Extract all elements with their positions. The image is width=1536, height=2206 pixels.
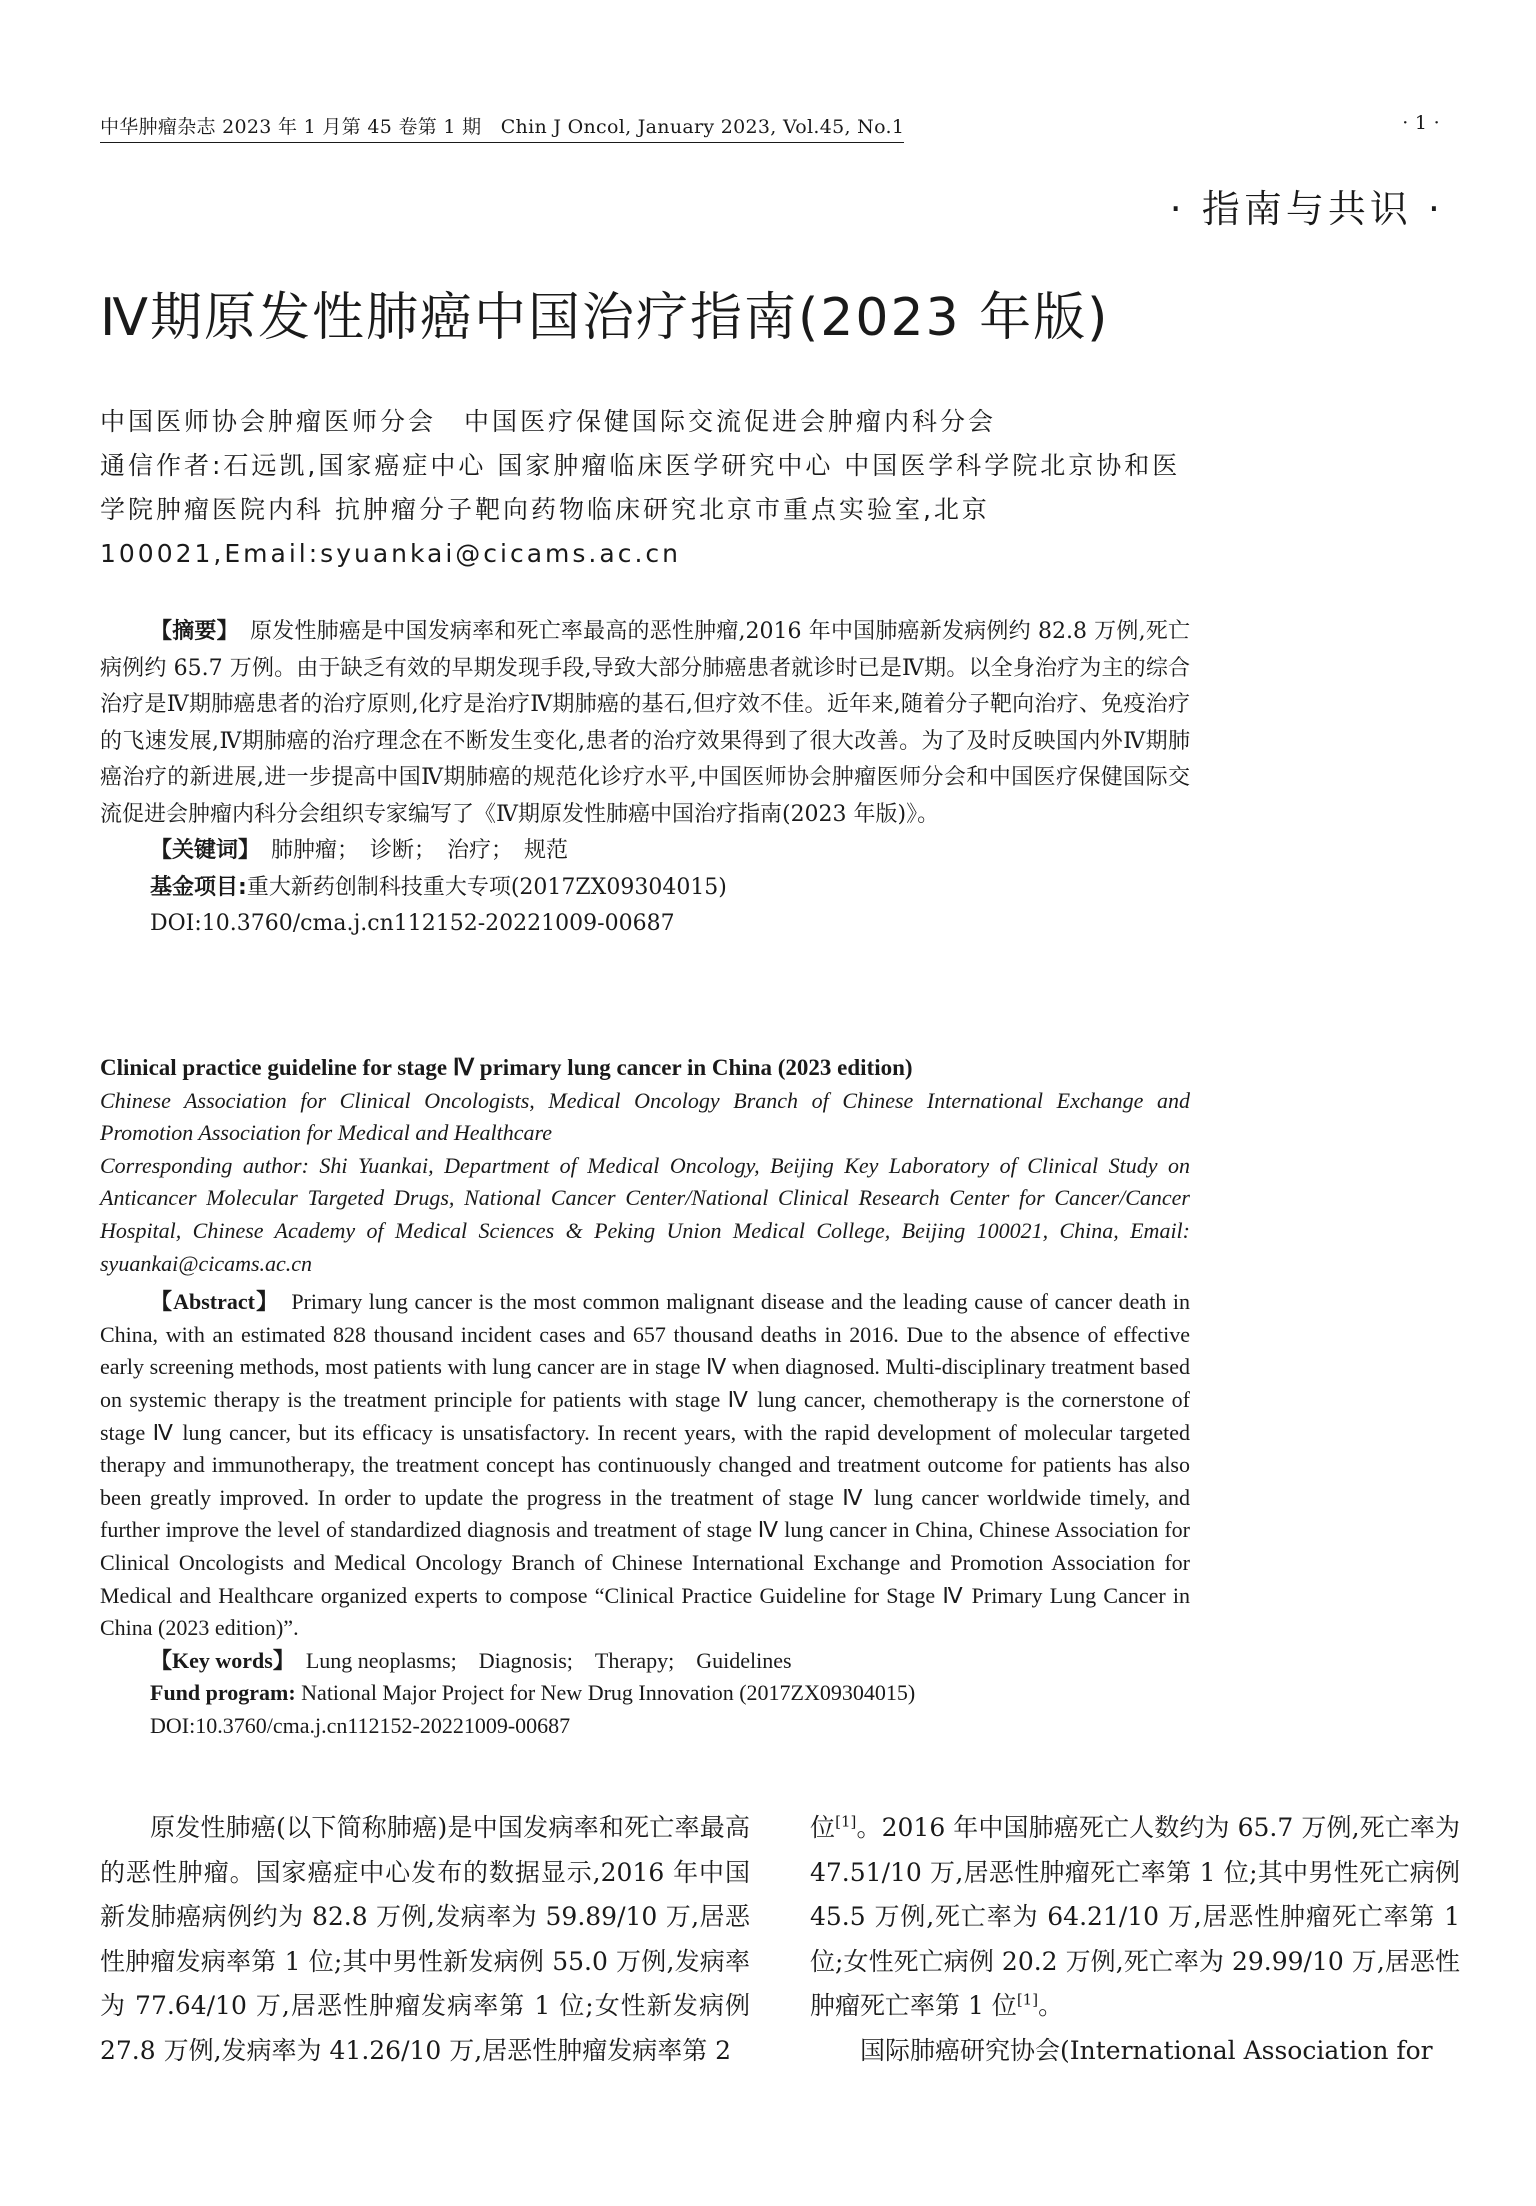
en-abstract-label: 【Abstract】 xyxy=(150,1289,269,1315)
cn-keywords-text: 肺肿瘤； 诊断； 治疗； 规范 xyxy=(271,838,569,863)
author-orgs: 中国医师协会肿瘤医师分会 中国医疗保健国际交流促进会肿瘤内科分会 xyxy=(100,407,997,436)
en-orgs: Chinese Association for Clinical Oncologists, Medical Oncology Branch of Chinese International Exchange and Promotion Association for Medical and Healthcare xyxy=(100,1087,1190,1146)
body-text: 位 xyxy=(810,1813,836,1842)
cn-fund-label: 基金项目: xyxy=(150,874,247,900)
en-keywords xyxy=(100,1645,1190,1678)
en-abstract xyxy=(100,1052,1190,1742)
en-fund xyxy=(100,1677,1190,1710)
cn-abstract-text: 原发性肺癌是中国发病率和死亡率最高的恶性肿瘤,2016 年中国肺癌新发病例约 82.8 万例,死亡病例约 65.7 万例。由于缺乏有效的早期发现手段,导致大部分肺癌患者就诊时已是Ⅳ期。以全身治疗为主的综合治疗是Ⅳ期肺癌患者的治疗原则,化疗是治疗Ⅳ期肺癌的基石,但疗效不佳。近年来,随着分子靶向治疗、免疫治疗的飞速发展,Ⅳ期肺癌的治疗理念在不断发生变化,患者的治疗效果得到了很大改善。为了及时反映国内外Ⅳ期肺癌治疗的新进展,进一步提高中国Ⅳ期肺癌的规范化诊疗水平,中国医师协会肿瘤医师分会和中国医疗保健国际交流促进会肿瘤内科分会组织专家编写了《Ⅳ期原发性肺癌中国治疗指南(2023 年版)》。 xyxy=(100,619,1190,827)
body-paragraph xyxy=(810,1806,1460,2029)
cn-doi: DOI:10.3760/cma.j.cn112152-20221009-00687 xyxy=(150,911,675,936)
reference-link[interactable]: [1] xyxy=(835,1812,857,1831)
running-head xyxy=(100,112,1440,143)
cn-abstract-label: 【摘要】 xyxy=(150,619,228,644)
body-column-left xyxy=(100,1806,750,2073)
en-fund-text: National Major Project for New Drug Innovation (2017ZX09304015) xyxy=(301,1680,916,1706)
body-text: 。2016 年中国肺癌死亡人数约为 65.7 万例,死亡率为 47.51/10 万,居恶性肿瘤死亡率第 1 位;其中男性死亡病例 45.5 万例,死亡率为 64.21/10 万,居恶性肿瘤死亡率第 1 位;女性死亡病例 20.2 万例,死亡率为 29.99/10 万,居恶性肿瘤死亡率第 1 位 xyxy=(810,1813,1460,2020)
en-title: Clinical practice guideline for stage Ⅳ primary lung cancer in China (2023 edition) xyxy=(100,1055,913,1080)
author-block xyxy=(100,400,1190,576)
body-text: 。 xyxy=(1038,1991,1064,2020)
page-title: Ⅳ期原发性肺癌中国治疗指南(2023 年版) xyxy=(100,288,1110,348)
en-abstract-paragraph xyxy=(100,1286,1190,1645)
cn-keywords xyxy=(100,833,1190,870)
cn-keywords-label: 【关键词】 xyxy=(150,838,250,863)
body-paragraph: 国际肺癌研究协会(International Association for xyxy=(860,2035,1433,2065)
page-number: · 1 · xyxy=(1402,112,1440,134)
cn-abstract xyxy=(100,614,1190,943)
en-keywords-label: 【Key words】 xyxy=(150,1647,284,1673)
en-keywords-text: Lung neoplasms; Diagnosis; Therapy; Guidelines xyxy=(305,1647,792,1673)
en-abstract-text: Primary lung cancer is the most common malignant disease and the leading cause of cancer death in China, with an estimated 828 thousand incident cases and 657 thousand deaths in 2016. Due to the absence of effective early screening methods, most patients with lung cancer are in stage Ⅳ when diagnosed. Multi-disciplinary treatment based on systemic therapy is the treatment principle for patients with stage Ⅳ lung cancer, chemotherapy is the cornerstone of stage Ⅳ lung cancer, but its efficacy is unsatisfactory. In recent years, with the rapid development of molecular targeted therapy and immunotherapy, the treatment concept has continuously changed and treatment outcome for patients has also been greatly improved. In order to update the progress in the treatment of stage Ⅳ lung cancer worldwide timely, and further improve the level of standardized diagnosis and treatment of stage Ⅳ lung cancer in China, Chinese Association for Clinical Oncologists and Medical Oncology Branch of Chinese International Exchange and Promotion Association for Medical and Healthcare organized experts to compose “Clinical Practice Guideline for Stage Ⅳ Primary Lung Cancer in China (2023 edition)”. xyxy=(100,1289,1190,1641)
body-paragraph: 原发性肺癌(以下简称肺癌)是中国发病率和死亡率最高的恶性肿瘤。国家癌症中心发布的数据显示,2016 年中国新发肺癌病例约为 82.8 万例,发病率为 59.89/10 万,居恶性肿瘤发病率第 1 位;其中男性新发病例 55.0 万例,发病率为 77.64/10 万,居恶性肿瘤发病率第 1 位;女性新发病例 27.8 万例,发病率为 41.26/10 万,居恶性肿瘤发病率第 2 xyxy=(100,1813,750,2065)
en-correspondence: Corresponding author: Shi Yuankai, Department of Medical Oncology, Beijing Key Laboratory of Clinical Study on Anticancer Molecular Targeted Drugs, National Cancer Center/National Clinical Research Center for Cancer/Cancer Hospital, Chinese Academy of Medical Sciences & Peking Union Medical College, Beijing 100021, China, Email: syuankai@cicams.ac.cn xyxy=(100,1152,1190,1276)
cn-fund-text: 重大新药创制科技重大专项(2017ZX09304015) xyxy=(246,874,727,900)
cn-abstract-paragraph xyxy=(100,614,1190,833)
column-name: · 指南与共识 · xyxy=(1169,187,1444,231)
reference-link[interactable]: [1] xyxy=(1016,1990,1039,2009)
corresponding-author: 通信作者:石远凯,国家癌症中心 国家肿瘤临床医学研究中心 中国医学科学院北京协和医学院肿瘤医院内科 抗肿瘤分子靶向药物临床研究北京市重点实验室,北京 100021,Email:syuankai@cicams.ac.cn xyxy=(100,451,1181,568)
body-column-right xyxy=(810,1806,1460,2073)
cn-fund xyxy=(100,870,1190,907)
journal-citation: 中华肿瘤杂志 2023 年 1 月第 45 卷第 1 期 Chin J Oncol, January 2023, Vol.45, No.1 xyxy=(100,112,904,143)
en-doi: DOI:10.3760/cma.j.cn112152-20221009-00687 xyxy=(150,1712,571,1738)
en-fund-label: Fund program: xyxy=(150,1680,296,1706)
